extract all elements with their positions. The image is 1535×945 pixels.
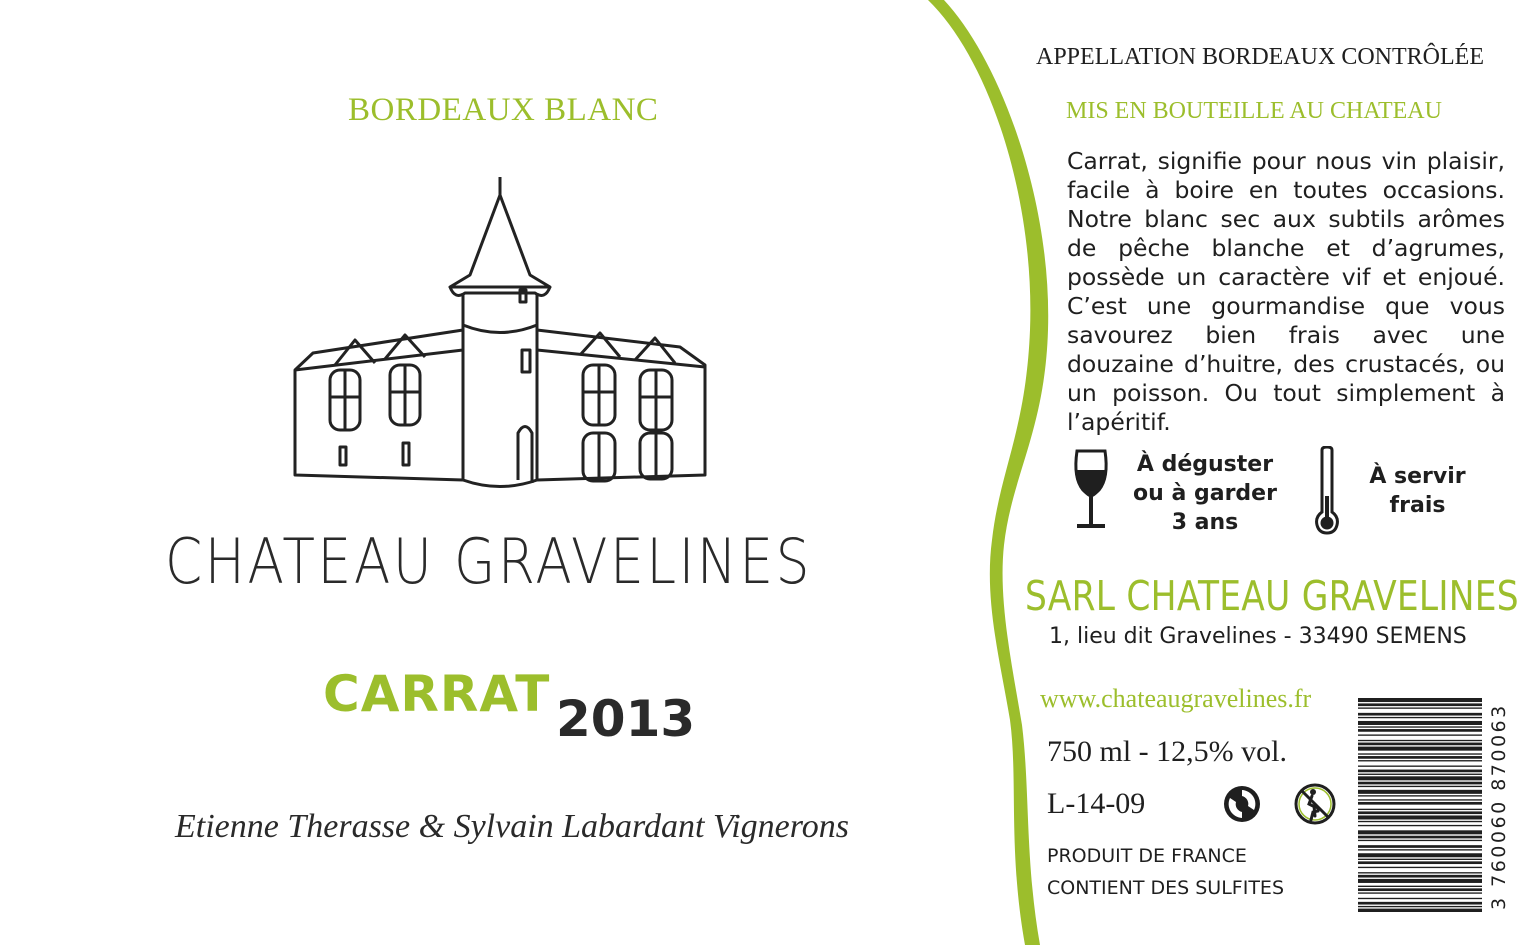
website-link: www.chateaugravelines.fr — [1040, 684, 1312, 713]
barcode-bar — [1358, 845, 1482, 848]
bottled-at-chateau: MIS EN BOUTEILLE AU CHATEAU — [1066, 98, 1442, 124]
vignerons-signature: Etienne Therasse & Sylvain Labardant Vignerons — [175, 808, 849, 845]
barcode-bar — [1358, 821, 1482, 822]
barcode-bar — [1358, 906, 1482, 907]
barcode-bar — [1358, 859, 1482, 860]
barcode-bar — [1358, 698, 1482, 702]
barcode-bar — [1358, 747, 1482, 751]
barcode-bar — [1358, 811, 1482, 814]
barcode-bar — [1358, 830, 1482, 834]
barcode-bar — [1358, 740, 1482, 741]
recycle-icon — [1222, 784, 1262, 824]
serve-line-2: frais — [1389, 493, 1446, 518]
barcode-bar — [1358, 756, 1482, 759]
country-of-origin: PRODUIT DE FRANCE — [1047, 845, 1247, 867]
chateau-drawing — [285, 175, 715, 495]
pregnant-woman-warning-icon — [1293, 782, 1337, 826]
vintage-year: 2013 — [556, 690, 696, 748]
barcode-bar — [1358, 713, 1482, 716]
barcode-bar — [1358, 782, 1482, 785]
wine-description: Carrat, signifie pour nous vin plaisir, facile à boire en toutes occasions. Notre blanc sec aux subtils arômes de pêche blanche et d’agrumes, possède un caractère vif et enjoué. C’est une gourmandise que vous savourez bien frais avec une douzaine d’huitre, des crustacés, ou un poisson. Ou tout simplement à l’apéritif. — [1067, 147, 1505, 436]
barcode-bar — [1358, 726, 1482, 727]
barcode-bar — [1358, 717, 1482, 718]
barcode-bar — [1358, 902, 1482, 905]
barcode-bar — [1358, 707, 1482, 708]
keep-line-3: 3 ans — [1171, 510, 1239, 535]
sulfites-notice: CONTIENT DES SULFITES — [1047, 877, 1284, 899]
serve-line-1: À servir — [1369, 464, 1466, 489]
barcode-bar — [1358, 776, 1482, 780]
barcode-bar — [1358, 729, 1482, 732]
barcode-bar — [1358, 802, 1482, 805]
barcode-bar — [1358, 703, 1482, 706]
company-address: 1, lieu dit Gravelines - 33490 SEMENS — [1049, 624, 1467, 649]
barcode-bar — [1358, 879, 1482, 883]
ean-number-container — [1486, 700, 1516, 910]
barcode-bar — [1358, 875, 1482, 878]
barcode-bar — [1358, 786, 1482, 787]
lot-number: L-14-09 — [1047, 787, 1146, 820]
keep-line-2: ou à garder — [1133, 481, 1277, 506]
barcode-bar — [1358, 867, 1482, 868]
wine-type: BORDEAUX BLANC — [348, 92, 659, 128]
barcode-bar — [1358, 815, 1482, 819]
appellation: APPELLATION BORDEAUX CONTRÔLÉE — [1036, 44, 1484, 70]
barcode-bar — [1358, 753, 1482, 754]
keep-info — [1120, 450, 1290, 537]
ean-number: 3 760060 870063 — [1488, 703, 1510, 910]
barcode-bar — [1358, 809, 1482, 810]
barcode-bar — [1358, 799, 1482, 800]
serve-info — [1350, 462, 1485, 520]
barcode-bar — [1358, 892, 1482, 893]
barcode-bar — [1358, 861, 1482, 864]
barcode-bar — [1358, 770, 1482, 773]
barcode-bar — [1358, 734, 1482, 735]
barcode-bar — [1358, 888, 1482, 891]
barcode — [1358, 698, 1482, 912]
barcode-bar — [1358, 760, 1482, 761]
volume-alcohol: 750 ml - 12,5% vol. — [1047, 735, 1287, 768]
barcode-bar — [1358, 721, 1482, 725]
barcode-bar — [1358, 872, 1482, 873]
barcode-bar — [1358, 840, 1482, 841]
barcode-bar — [1358, 886, 1482, 887]
barcode-bar — [1358, 898, 1482, 899]
barcode-bar — [1358, 795, 1482, 796]
wine-glass-icon — [1071, 448, 1111, 532]
chateau-name: CHATEAU GRAVELINES — [165, 525, 813, 598]
barcode-bar — [1358, 849, 1482, 850]
barcode-bar — [1358, 836, 1482, 839]
barcode-bar — [1358, 909, 1482, 912]
barcode-bar — [1358, 853, 1482, 857]
barcode-bar — [1358, 766, 1482, 767]
barcode-bar — [1358, 774, 1482, 775]
keep-line-1: À déguster — [1136, 452, 1274, 477]
thermometer-icon — [1312, 446, 1342, 536]
barcode-bar — [1358, 825, 1482, 826]
barcode-bar — [1358, 790, 1482, 794]
company-name: SARL CHATEAU GRAVELINES — [1025, 572, 1519, 620]
barcode-bar — [1358, 743, 1482, 746]
cuvee-name: CARRAT — [323, 665, 551, 723]
